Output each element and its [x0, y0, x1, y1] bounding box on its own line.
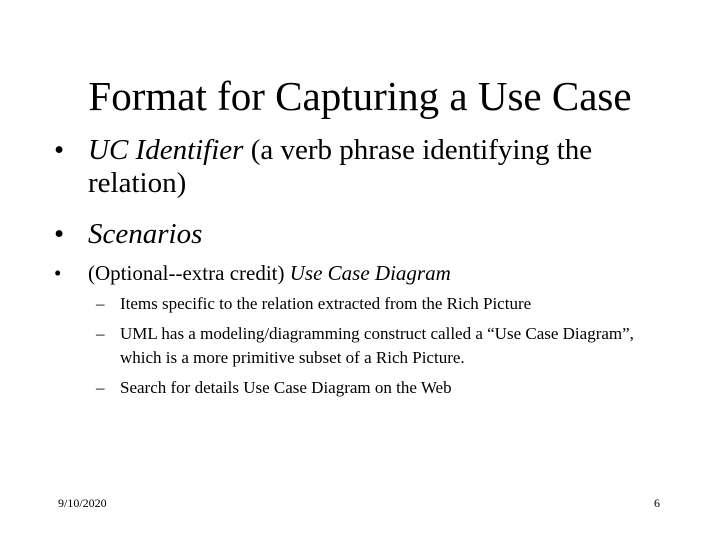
sub-bullet-marker: –: [96, 294, 105, 313]
bullet-prefix: (Optional--extra credit): [88, 261, 290, 285]
bullet-italic-term: Scenarios: [88, 218, 203, 250]
sub-bullet-text: UML has a modeling/diagramming construct called a “Use Case Diagram”, which is a more primitive subset of a Rich Picture.: [120, 324, 634, 367]
bullet-text: [88, 218, 688, 251]
bullet-text: [88, 260, 688, 286]
sub-bullet-marker: –: [96, 324, 105, 343]
slide-title: Format for Capturing a Use Case: [88, 73, 632, 119]
bullet-marker: •: [54, 218, 65, 250]
bullet-marker: •: [54, 261, 62, 285]
page-number: 6: [654, 496, 660, 510]
bullet-text: [88, 134, 688, 200]
bullet-description: (a verb phrase identifying the relation): [88, 134, 593, 199]
bullet-marker: •: [54, 134, 65, 166]
footer-date: 9/10/2020: [58, 496, 107, 510]
bullet-italic-term: Use Case Diagram: [289, 261, 451, 285]
sub-bullet-text: Items specific to the relation extracted from the Rich Picture: [120, 294, 532, 313]
sub-bullet-text: Search for details Use Case Diagram on the Web: [120, 378, 452, 397]
bullet-italic-term: UC Identifier: [88, 134, 244, 166]
sub-bullet-marker: –: [96, 378, 105, 397]
